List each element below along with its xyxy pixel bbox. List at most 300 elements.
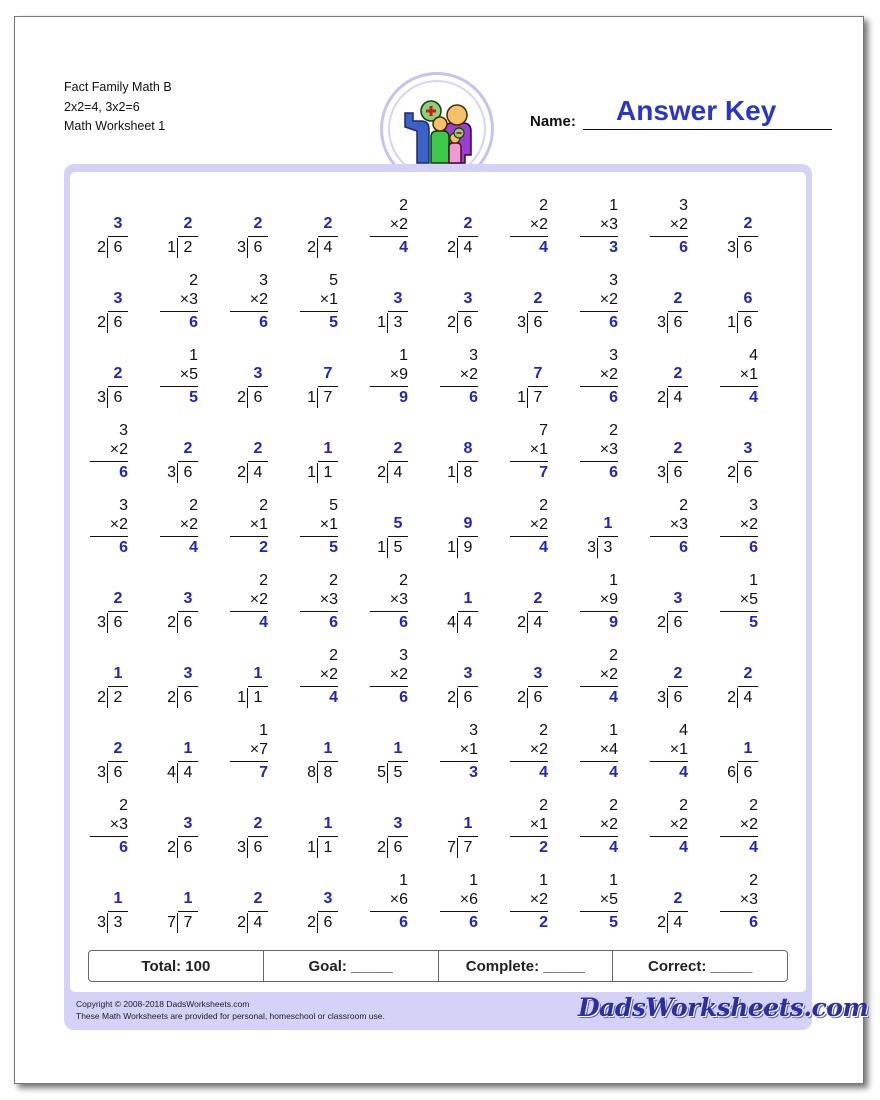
dividend: 9	[457, 538, 478, 558]
dividend: 4	[457, 613, 478, 633]
product-answer: 4	[259, 614, 268, 631]
division-bar	[458, 536, 478, 537]
quotient-answer: 8	[463, 440, 473, 457]
factor-bottom: ×2	[599, 366, 618, 383]
factor-bottom: ×2	[529, 216, 548, 233]
factor-top: 3	[399, 647, 408, 664]
division-problem	[628, 646, 688, 710]
dividend: 6	[107, 388, 128, 408]
factor-top: 2	[329, 647, 338, 664]
divisor: 3	[97, 764, 106, 781]
division-problem	[68, 571, 128, 635]
factor-bottom: ×1	[529, 441, 548, 458]
divisor: 4	[167, 764, 176, 781]
dividend: 6	[107, 613, 128, 633]
product-answer: 6	[679, 539, 688, 556]
quotient-answer: 3	[393, 290, 403, 307]
factor-bottom: ×1	[319, 291, 338, 308]
quotient-answer: 3	[183, 665, 193, 682]
answer-line	[580, 611, 618, 612]
factor-top: 2	[679, 497, 688, 514]
problems-frame	[64, 164, 812, 1030]
division-bar	[668, 686, 688, 687]
divisor: 2	[377, 464, 386, 481]
divisor: 1	[377, 314, 386, 331]
dividend: 6	[667, 463, 688, 483]
answer-line	[230, 311, 268, 312]
multiplication-problem	[138, 346, 198, 410]
product-answer: 4	[539, 764, 548, 781]
factor-bottom: ×2	[529, 516, 548, 533]
division-problem	[278, 721, 338, 785]
divisor: 2	[167, 839, 176, 856]
division-bar	[458, 836, 478, 837]
divisor: 1	[447, 539, 456, 556]
division-bar	[458, 461, 478, 462]
multiplication-problem	[698, 796, 758, 860]
division-problem	[208, 421, 268, 485]
family-icon	[395, 93, 479, 165]
division-problem	[68, 271, 128, 335]
dividend: 8	[317, 763, 338, 783]
dividend: 5	[387, 538, 408, 558]
quotient-answer: 2	[253, 815, 263, 832]
multiplication-problem	[278, 271, 338, 335]
quotient-answer: 2	[183, 215, 193, 232]
divisor: 1	[727, 314, 736, 331]
dividend: 6	[247, 838, 268, 858]
factor-bottom: ×2	[599, 666, 618, 683]
factor-top: 3	[609, 272, 618, 289]
division-problem	[348, 796, 408, 860]
divisor: 2	[447, 314, 456, 331]
factor-top: 3	[609, 347, 618, 364]
factor-bottom: ×3	[599, 441, 618, 458]
division-problem	[348, 496, 408, 560]
division-bar	[738, 761, 758, 762]
product-answer: 6	[469, 389, 478, 406]
factor-top: 3	[679, 197, 688, 214]
factor-bottom: ×2	[529, 741, 548, 758]
dividend: 4	[387, 463, 408, 483]
dividend: 6	[527, 688, 548, 708]
factor-bottom: ×5	[599, 891, 618, 908]
division-bar	[248, 836, 268, 837]
goal-cell: Goal: _____	[264, 951, 439, 981]
name-underline	[583, 128, 832, 130]
dividend: 1	[317, 838, 338, 858]
quotient-answer: 2	[673, 365, 683, 382]
answer-line	[370, 686, 408, 687]
product-answer: 2	[259, 539, 268, 556]
division-problem	[418, 271, 478, 335]
factor-bottom: ×9	[599, 591, 618, 608]
multiplication-problem	[348, 571, 408, 635]
division-problem	[628, 571, 688, 635]
dividend: 4	[527, 613, 548, 633]
factor-bottom: ×2	[739, 816, 758, 833]
worksheet-header	[64, 78, 172, 137]
division-bar	[598, 536, 618, 537]
factor-top: 2	[539, 497, 548, 514]
divisor: 8	[307, 764, 316, 781]
multiplication-problem	[558, 646, 618, 710]
divisor: 1	[377, 539, 386, 556]
answer-line	[720, 536, 758, 537]
division-problem	[488, 271, 548, 335]
divisor: 1	[447, 464, 456, 481]
factor-bottom: ×2	[669, 816, 688, 833]
dividend: 6	[107, 763, 128, 783]
multiplication-problem	[558, 271, 618, 335]
dividend: 6	[107, 238, 128, 258]
quotient-answer: 2	[673, 665, 683, 682]
division-problem	[418, 796, 478, 860]
multiplication-problem	[68, 421, 128, 485]
multiplication-problem	[208, 271, 268, 335]
divisor: 5	[377, 764, 386, 781]
divisor: 3	[97, 389, 106, 406]
divisor: 2	[307, 239, 316, 256]
division-bar	[108, 611, 128, 612]
factor-top: 2	[399, 197, 408, 214]
factor-bottom: ×5	[179, 366, 198, 383]
multiplication-problem	[208, 721, 268, 785]
product-answer: 6	[259, 314, 268, 331]
factor-top: 2	[189, 272, 198, 289]
correct-cell: Correct: _____	[648, 957, 753, 975]
quotient-answer: 2	[393, 440, 403, 457]
division-bar	[738, 236, 758, 237]
factor-top: 3	[469, 722, 478, 739]
division-bar	[668, 311, 688, 312]
division-problem	[348, 271, 408, 335]
division-problem	[138, 571, 198, 635]
dividend: 6	[387, 838, 408, 858]
quotient-answer: 7	[323, 365, 333, 382]
product-answer: 4	[539, 239, 548, 256]
factor-bottom: ×1	[459, 741, 478, 758]
dividend: 4	[317, 238, 338, 258]
product-answer: 6	[399, 614, 408, 631]
quotient-answer: 1	[113, 665, 123, 682]
division-problem	[138, 196, 198, 260]
division-bar	[108, 761, 128, 762]
factor-top: 1	[749, 572, 758, 589]
product-answer: 4	[399, 239, 408, 256]
divisor: 1	[307, 839, 316, 856]
answer-line	[580, 836, 618, 837]
factor-top: 2	[189, 497, 198, 514]
product-answer: 6	[119, 464, 128, 481]
factor-top: 4	[679, 722, 688, 739]
quotient-answer: 2	[673, 290, 683, 307]
quotient-answer: 2	[673, 890, 683, 907]
multiplication-problem	[418, 871, 478, 935]
quotient-answer: 2	[183, 440, 193, 457]
factor-top: 1	[609, 722, 618, 739]
answer-line	[650, 236, 688, 237]
dividend: 2	[107, 688, 128, 708]
division-bar	[528, 386, 548, 387]
division-bar	[738, 686, 758, 687]
quotient-answer: 1	[113, 890, 123, 907]
factor-top: 2	[329, 572, 338, 589]
product-answer: 6	[749, 539, 758, 556]
multiplication-problem	[698, 496, 758, 560]
factor-top: 1	[609, 197, 618, 214]
factor-bottom: ×9	[389, 366, 408, 383]
dividend: 6	[527, 313, 548, 333]
quotient-answer: 3	[393, 815, 403, 832]
multiplication-problem	[558, 196, 618, 260]
factor-top: 3	[119, 422, 128, 439]
quotient-answer: 2	[253, 215, 263, 232]
factor-top: 2	[259, 572, 268, 589]
multiplication-problem	[348, 871, 408, 935]
divisor: 3	[517, 314, 526, 331]
answer-line	[510, 761, 548, 762]
dividend: 6	[317, 913, 338, 933]
divisor: 1	[307, 389, 316, 406]
division-problem	[348, 721, 408, 785]
division-problem	[628, 271, 688, 335]
quotient-answer: 2	[743, 665, 753, 682]
division-bar	[248, 911, 268, 912]
product-answer: 3	[469, 764, 478, 781]
division-bar	[178, 236, 198, 237]
division-bar	[248, 686, 268, 687]
division-problem	[628, 421, 688, 485]
dividend: 7	[317, 388, 338, 408]
division-bar	[318, 386, 338, 387]
division-problem	[138, 721, 198, 785]
product-answer: 6	[609, 314, 618, 331]
divisor: 3	[657, 464, 666, 481]
dividend: 4	[737, 688, 758, 708]
divisor: 3	[727, 239, 736, 256]
division-problem	[208, 646, 268, 710]
answer-line	[580, 761, 618, 762]
divisor: 2	[447, 689, 456, 706]
dividend: 6	[737, 463, 758, 483]
dividend: 6	[177, 463, 198, 483]
dividend: 1	[247, 688, 268, 708]
quotient-answer: 2	[463, 215, 473, 232]
dividend: 7	[457, 838, 478, 858]
product-answer: 4	[679, 764, 688, 781]
multiplication-problem	[698, 346, 758, 410]
worksheet-subtitle: 2x2=4, 3x2=6	[64, 99, 140, 114]
divisor: 3	[657, 314, 666, 331]
division-problem	[138, 646, 198, 710]
answer-line	[650, 536, 688, 537]
dividend: 4	[667, 388, 688, 408]
dividend: 6	[177, 688, 198, 708]
divisor: 2	[97, 314, 106, 331]
quotient-answer: 3	[113, 290, 123, 307]
factor-bottom: ×5	[739, 591, 758, 608]
dividend: 6	[247, 238, 268, 258]
quotient-answer: 1	[603, 515, 613, 532]
answer-key-label: Answer Key	[616, 95, 777, 126]
dividend: 3	[387, 313, 408, 333]
factor-bottom: ×2	[249, 591, 268, 608]
division-bar	[528, 611, 548, 612]
quotient-answer: 3	[113, 215, 123, 232]
product-answer: 4	[679, 839, 688, 856]
factor-top: 1	[189, 347, 198, 364]
dividend: 6	[457, 688, 478, 708]
factor-bottom: ×2	[669, 216, 688, 233]
multiplication-problem	[628, 796, 688, 860]
answer-line	[510, 836, 548, 837]
divisor: 1	[307, 464, 316, 481]
answer-line	[440, 386, 478, 387]
dividend: 3	[107, 913, 128, 933]
multiplication-problem	[418, 721, 478, 785]
division-problem	[138, 421, 198, 485]
divisor: 3	[237, 239, 246, 256]
quotient-answer: 7	[533, 365, 543, 382]
divisor: 2	[237, 389, 246, 406]
divisor: 2	[517, 689, 526, 706]
product-answer: 6	[609, 389, 618, 406]
division-problem	[278, 796, 338, 860]
answer-line	[650, 761, 688, 762]
division-bar	[108, 911, 128, 912]
multiplication-problem	[278, 496, 338, 560]
division-problem	[68, 871, 128, 935]
product-answer: 6	[399, 914, 408, 931]
factor-bottom: ×6	[389, 891, 408, 908]
factor-bottom: ×3	[179, 291, 198, 308]
multiplication-problem	[698, 571, 758, 635]
division-problem	[698, 271, 758, 335]
quotient-answer: 3	[183, 815, 193, 832]
answer-line	[300, 311, 338, 312]
dividend: 4	[457, 238, 478, 258]
factor-bottom: ×2	[459, 366, 478, 383]
answer-line	[300, 536, 338, 537]
quotient-answer: 3	[253, 365, 263, 382]
factor-top: 2	[609, 422, 618, 439]
product-answer: 6	[679, 239, 688, 256]
answer-line	[650, 836, 688, 837]
division-bar	[178, 686, 198, 687]
quotient-answer: 3	[183, 590, 193, 607]
quotient-answer: 2	[113, 365, 123, 382]
quotient-answer: 3	[463, 290, 473, 307]
factor-top: 1	[609, 872, 618, 889]
quotient-answer: 2	[113, 590, 123, 607]
divisor: 7	[447, 839, 456, 856]
quotient-answer: 3	[533, 665, 543, 682]
division-bar	[108, 236, 128, 237]
divisor: 2	[447, 239, 456, 256]
divisor: 2	[237, 914, 246, 931]
divisor: 3	[237, 839, 246, 856]
divisor: 1	[517, 389, 526, 406]
multiplication-problem	[488, 721, 548, 785]
worksheet-number: Math Worksheet 1	[64, 119, 166, 133]
quotient-answer: 2	[323, 215, 333, 232]
divisor: 2	[97, 239, 106, 256]
answer-line	[370, 236, 408, 237]
factor-top: 3	[119, 497, 128, 514]
factor-top: 2	[259, 497, 268, 514]
multiplication-problem	[348, 346, 408, 410]
factor-bottom: ×2	[249, 291, 268, 308]
divisor: 2	[237, 464, 246, 481]
division-problem	[208, 196, 268, 260]
answer-line	[160, 311, 198, 312]
quotient-answer: 5	[393, 515, 403, 532]
division-problem	[68, 196, 128, 260]
product-answer: 6	[469, 914, 478, 931]
quotient-answer: 1	[323, 815, 333, 832]
division-problem	[208, 796, 268, 860]
division-problem	[418, 196, 478, 260]
division-bar	[388, 461, 408, 462]
factor-top: 2	[609, 797, 618, 814]
dividend: 6	[107, 313, 128, 333]
multiplication-problem	[628, 721, 688, 785]
factor-top: 5	[329, 272, 338, 289]
factor-bottom: ×3	[739, 891, 758, 908]
quotient-answer: 1	[183, 890, 193, 907]
multiplication-problem	[138, 496, 198, 560]
answer-line	[230, 761, 268, 762]
factor-top: 1	[399, 872, 408, 889]
factor-top: 1	[609, 572, 618, 589]
divisor: 4	[447, 614, 456, 631]
answer-line	[300, 611, 338, 612]
division-bar	[248, 236, 268, 237]
divisor: 3	[167, 464, 176, 481]
factor-top: 2	[399, 572, 408, 589]
answer-line	[230, 611, 268, 612]
division-bar	[248, 386, 268, 387]
answer-line	[510, 536, 548, 537]
division-bar	[738, 311, 758, 312]
product-answer: 7	[539, 464, 548, 481]
factor-top: 1	[399, 347, 408, 364]
division-bar	[668, 386, 688, 387]
answer-line	[580, 686, 618, 687]
division-problem	[208, 346, 268, 410]
multiplication-problem	[558, 346, 618, 410]
divisor: 2	[167, 614, 176, 631]
division-bar	[458, 686, 478, 687]
quotient-answer: 1	[463, 815, 473, 832]
factor-bottom: ×3	[319, 591, 338, 608]
multiplication-problem	[488, 871, 548, 935]
multiplication-problem	[698, 871, 758, 935]
answer-line	[90, 461, 128, 462]
dividend: 8	[457, 463, 478, 483]
factor-bottom: ×2	[529, 891, 548, 908]
answer-line	[720, 836, 758, 837]
divisor: 2	[727, 689, 736, 706]
divisor: 3	[97, 914, 106, 931]
quotient-answer: 2	[533, 290, 543, 307]
division-bar	[318, 236, 338, 237]
factor-bottom: ×3	[599, 216, 618, 233]
division-bar	[108, 686, 128, 687]
dividend: 6	[667, 313, 688, 333]
factor-bottom: ×6	[459, 891, 478, 908]
